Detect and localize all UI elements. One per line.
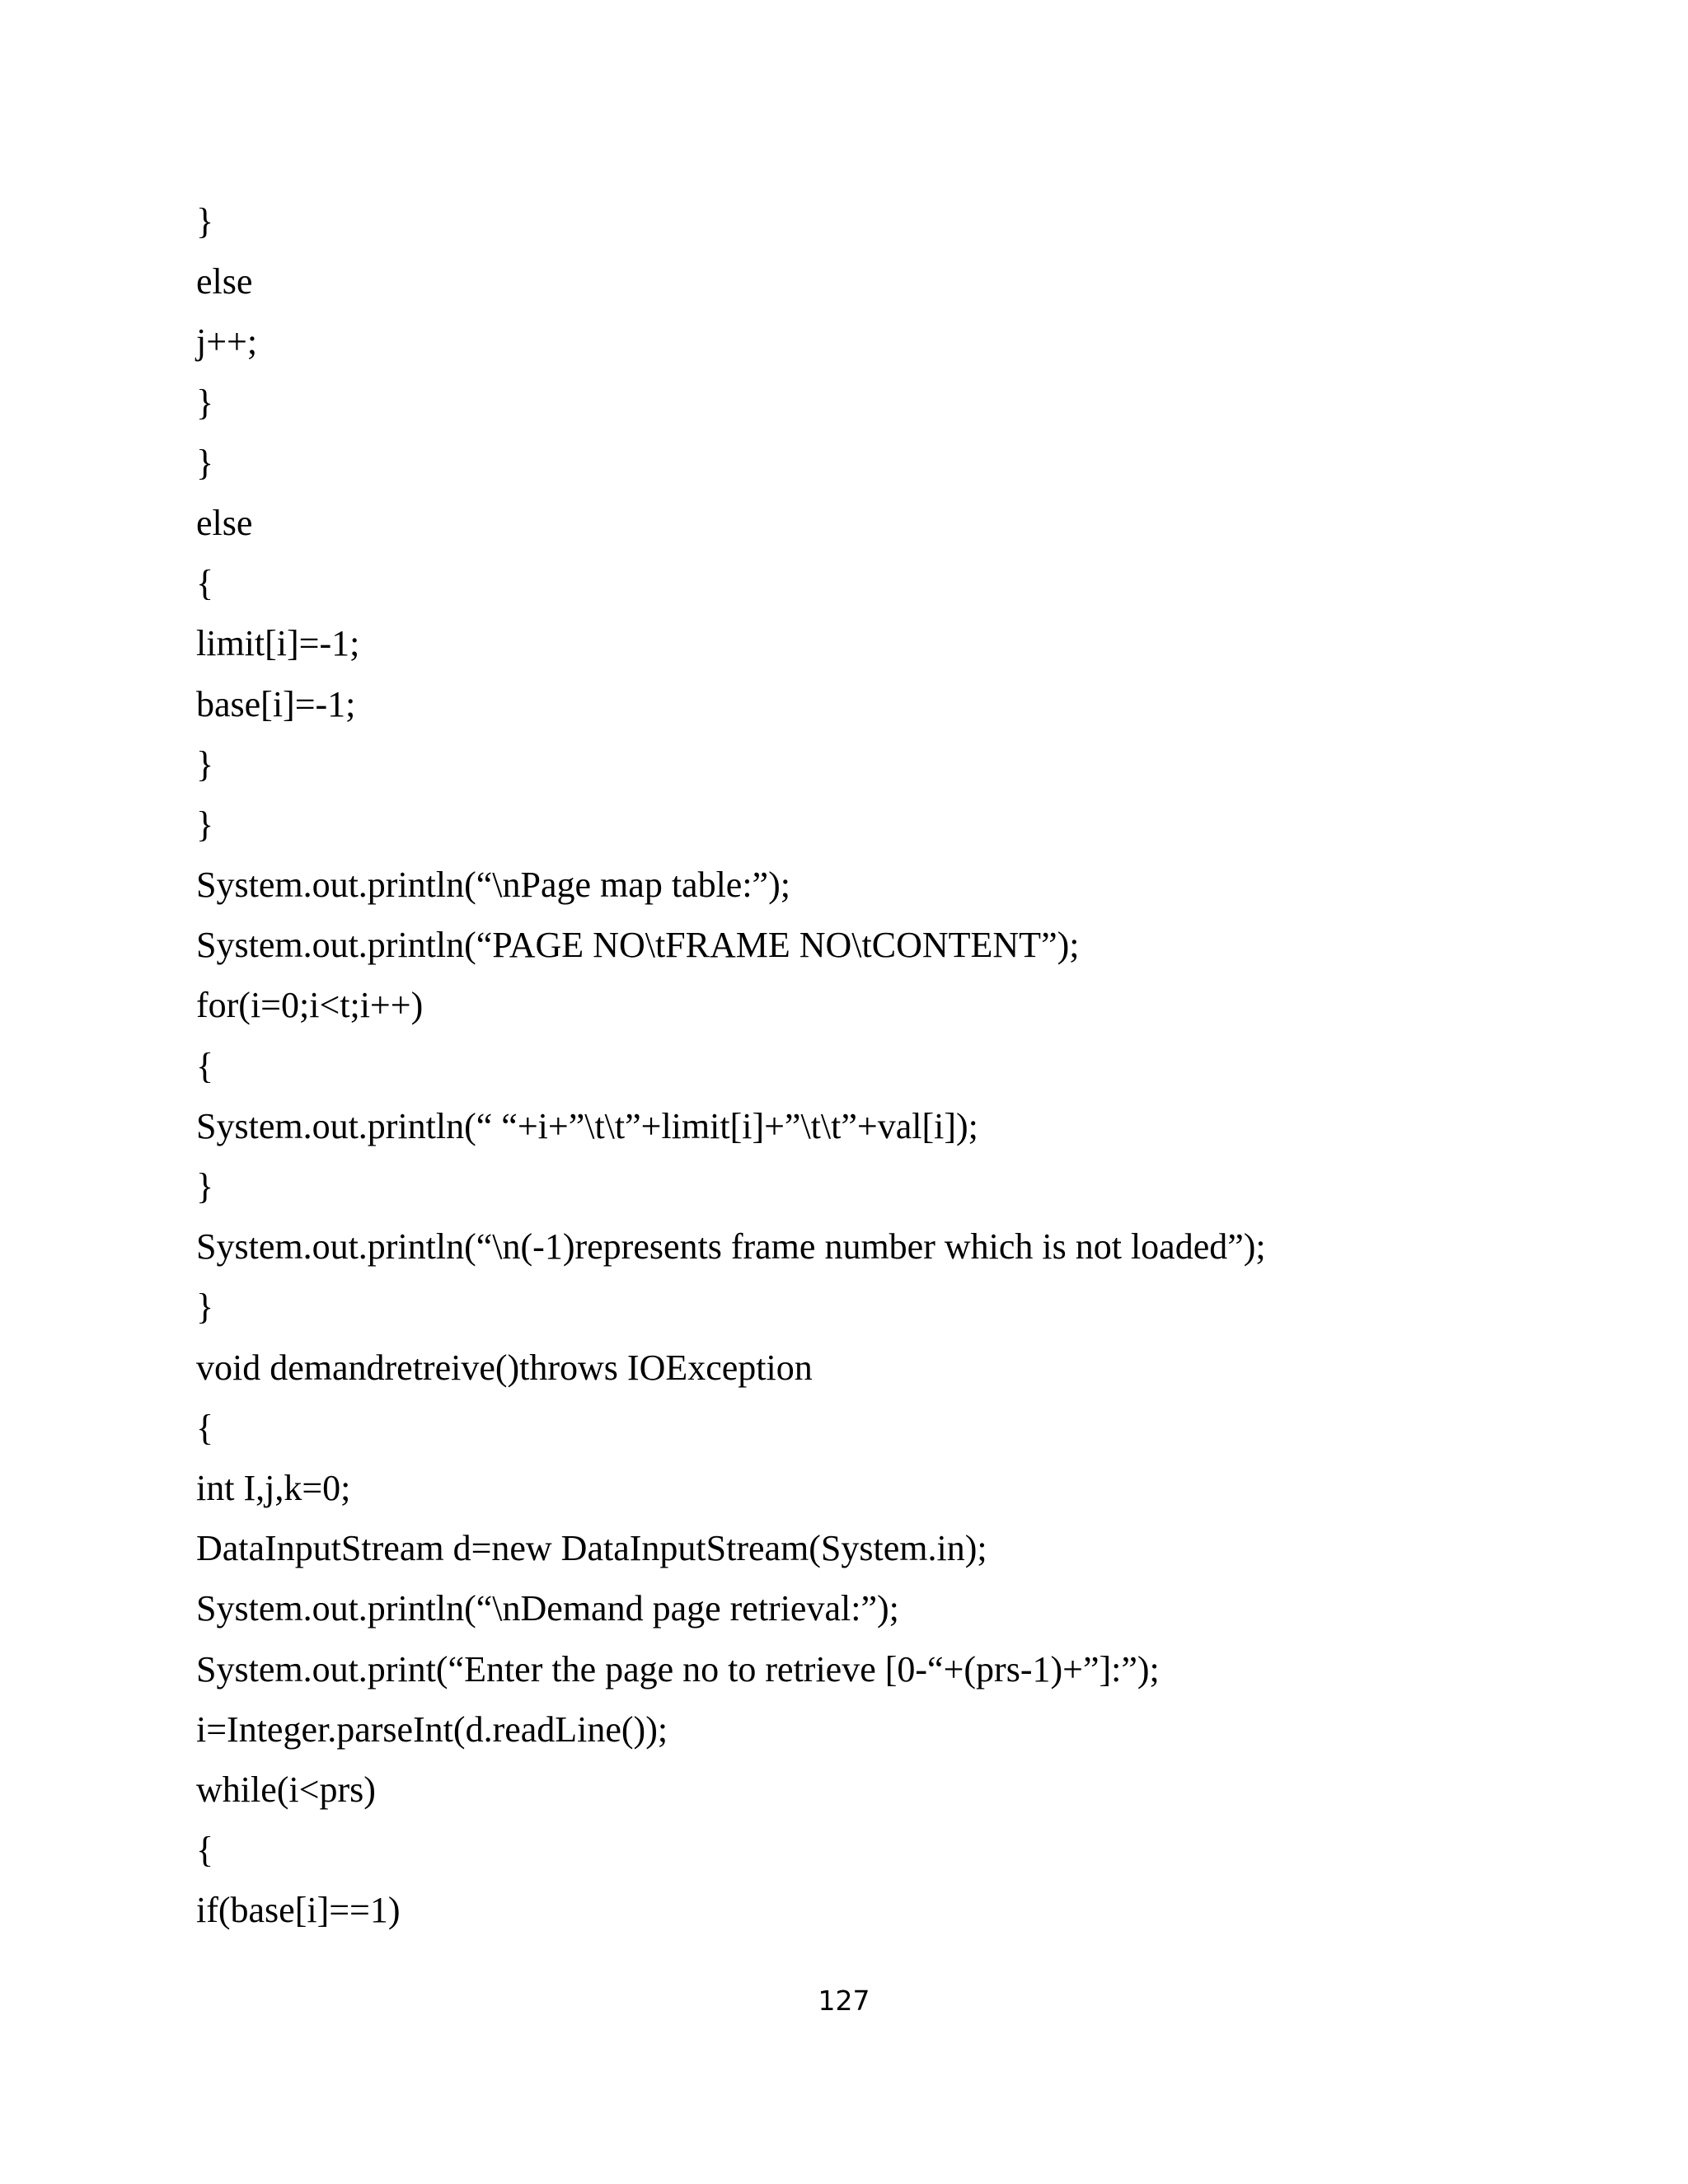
code-line: else <box>196 261 253 302</box>
code-line: void demandretreive()throws IOException <box>196 1347 813 1388</box>
code-line: { <box>196 1045 214 1086</box>
code-line: j++; <box>196 321 258 363</box>
code-line: System.out.println(“\nDemand page retrieval:”); <box>196 1588 899 1629</box>
code-line: System.out.println(“\n(-1)represents frame number which is not loaded”); <box>196 1226 1266 1268</box>
code-line: int I,j,k=0; <box>196 1467 351 1508</box>
code-line: while(i<prs) <box>196 1769 376 1810</box>
code-line: System.out.println(“PAGE NO\tFRAME NO\tCONTENT”); <box>196 925 1080 966</box>
code-line: } <box>196 743 214 785</box>
code-line: { <box>196 563 214 604</box>
code-listing <box>196 191 1597 1940</box>
code-line: } <box>196 382 214 423</box>
code-line: DataInputStream d=new DataInputStream(System.in); <box>196 1528 987 1569</box>
code-line: if(base[i]==1) <box>196 1890 401 1931</box>
code-line: System.out.println(“ “+i+”\t\t”+limit[i]+”\t\t”+val[i]); <box>196 1105 978 1146</box>
code-line: } <box>196 804 214 845</box>
code-line: { <box>196 1407 214 1448</box>
code-line: base[i]=-1; <box>196 683 356 724</box>
code-line: limit[i]=-1; <box>196 623 360 664</box>
code-line: } <box>196 201 214 241</box>
code-line: } <box>196 442 214 483</box>
page-number: 127 <box>818 1985 870 2017</box>
code-line: { <box>196 1830 214 1871</box>
code-line: System.out.print(“Enter the page no to retrieve [0-“+(prs-1)+”]:”); <box>196 1648 1160 1690</box>
code-line: } <box>196 1166 214 1207</box>
code-line: for(i=0;i<t;i++) <box>196 985 424 1026</box>
code-line: } <box>196 1286 214 1328</box>
code-line: System.out.println(“\nPage map table:”); <box>196 865 790 906</box>
code-line: i=Integer.parseInt(d.readLine()); <box>196 1708 668 1750</box>
code-line: else <box>196 502 253 543</box>
